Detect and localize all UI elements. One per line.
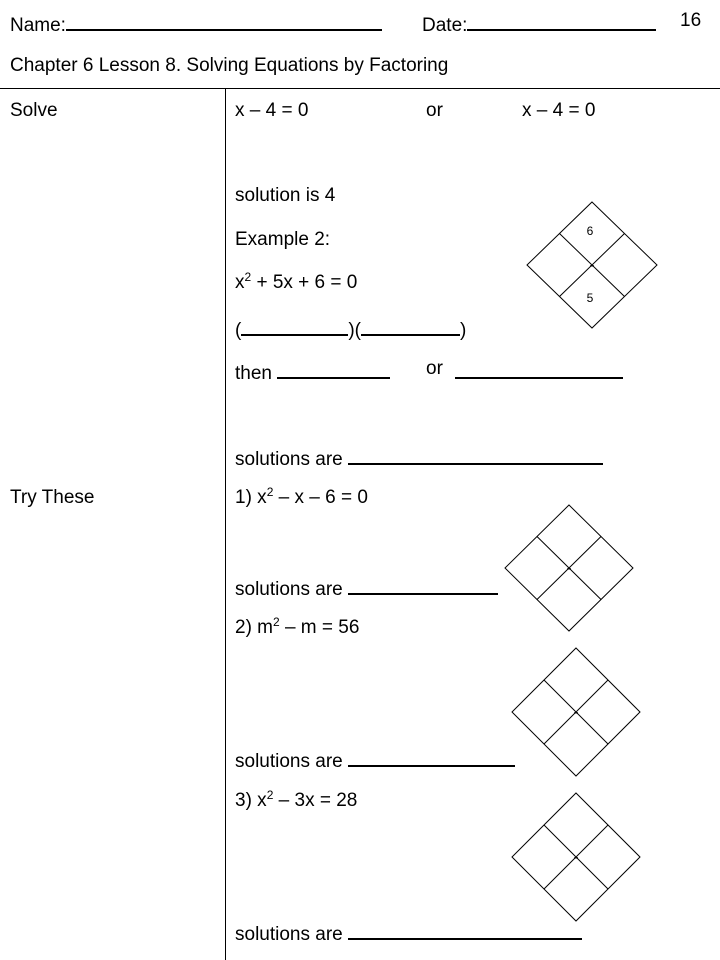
problem-1-solutions: solutions are (235, 575, 498, 599)
diamond-center-mark: - (566, 560, 572, 577)
solve-solution: solution is 4 (235, 185, 336, 206)
factor-diamond-2[interactable] (512, 648, 640, 776)
problem-1: 1) $x^2 - x - 6 = 0$ (235, 485, 368, 508)
factor-blank-2[interactable] (361, 316, 460, 336)
table-column-divider (225, 88, 226, 960)
page-number: 16 (680, 10, 702, 31)
then-blank-1[interactable] (277, 359, 390, 379)
name-blank[interactable] (66, 11, 382, 31)
example-equation: $x^2 + 5x + 6 = 0$ (235, 270, 358, 293)
problem-3-solutions: solutions are (235, 920, 582, 944)
solve-solutions-blank[interactable] (348, 445, 603, 465)
solve-label: Solve (10, 100, 58, 121)
factor-diamond-1[interactable] (505, 505, 633, 631)
factor-diamond-example (527, 202, 657, 328)
solve-solutions: solutions are (235, 445, 603, 469)
then-line: then (235, 359, 390, 383)
solve-equation-left: x – 4 = 0 (235, 100, 309, 121)
factor-blank-1[interactable] (241, 316, 348, 336)
diamond-sum-value: 5 (586, 291, 594, 305)
diamond-center-mark: - (573, 704, 579, 721)
diamond-center-mark: - (573, 849, 579, 866)
solve-equation-right: x – 4 = 0 (522, 100, 596, 121)
problem-3-solutions-blank[interactable] (348, 920, 582, 940)
problem-3: 3) $x^2 - 3x = 28$ (235, 788, 358, 811)
problem-2-solutions-blank[interactable] (348, 747, 515, 767)
example-label: Example 2: (235, 229, 331, 250)
then-blank-2[interactable] (455, 359, 623, 383)
page-title: Chapter 6 Lesson 8. Solving Equations by Factoring (10, 55, 449, 76)
factor-blanks: ( )( ) (235, 316, 466, 340)
solve-or: or (426, 100, 443, 121)
name-label: Name: (10, 11, 382, 35)
date-blank[interactable] (467, 11, 656, 31)
factor-diamond-3[interactable] (512, 793, 640, 921)
table-top-border (0, 88, 720, 89)
diamond-product-value: 6 (586, 224, 594, 238)
problem-2: 2) $m^2 - m = 56$ (235, 615, 360, 638)
try-these-label: Try These (10, 487, 95, 508)
problem-1-solutions-blank[interactable] (348, 575, 498, 595)
date-label: Date: (422, 11, 656, 35)
problem-2-solutions: solutions are (235, 747, 515, 771)
diamond-center-mark: - (589, 257, 595, 274)
then-or: or (426, 358, 443, 379)
